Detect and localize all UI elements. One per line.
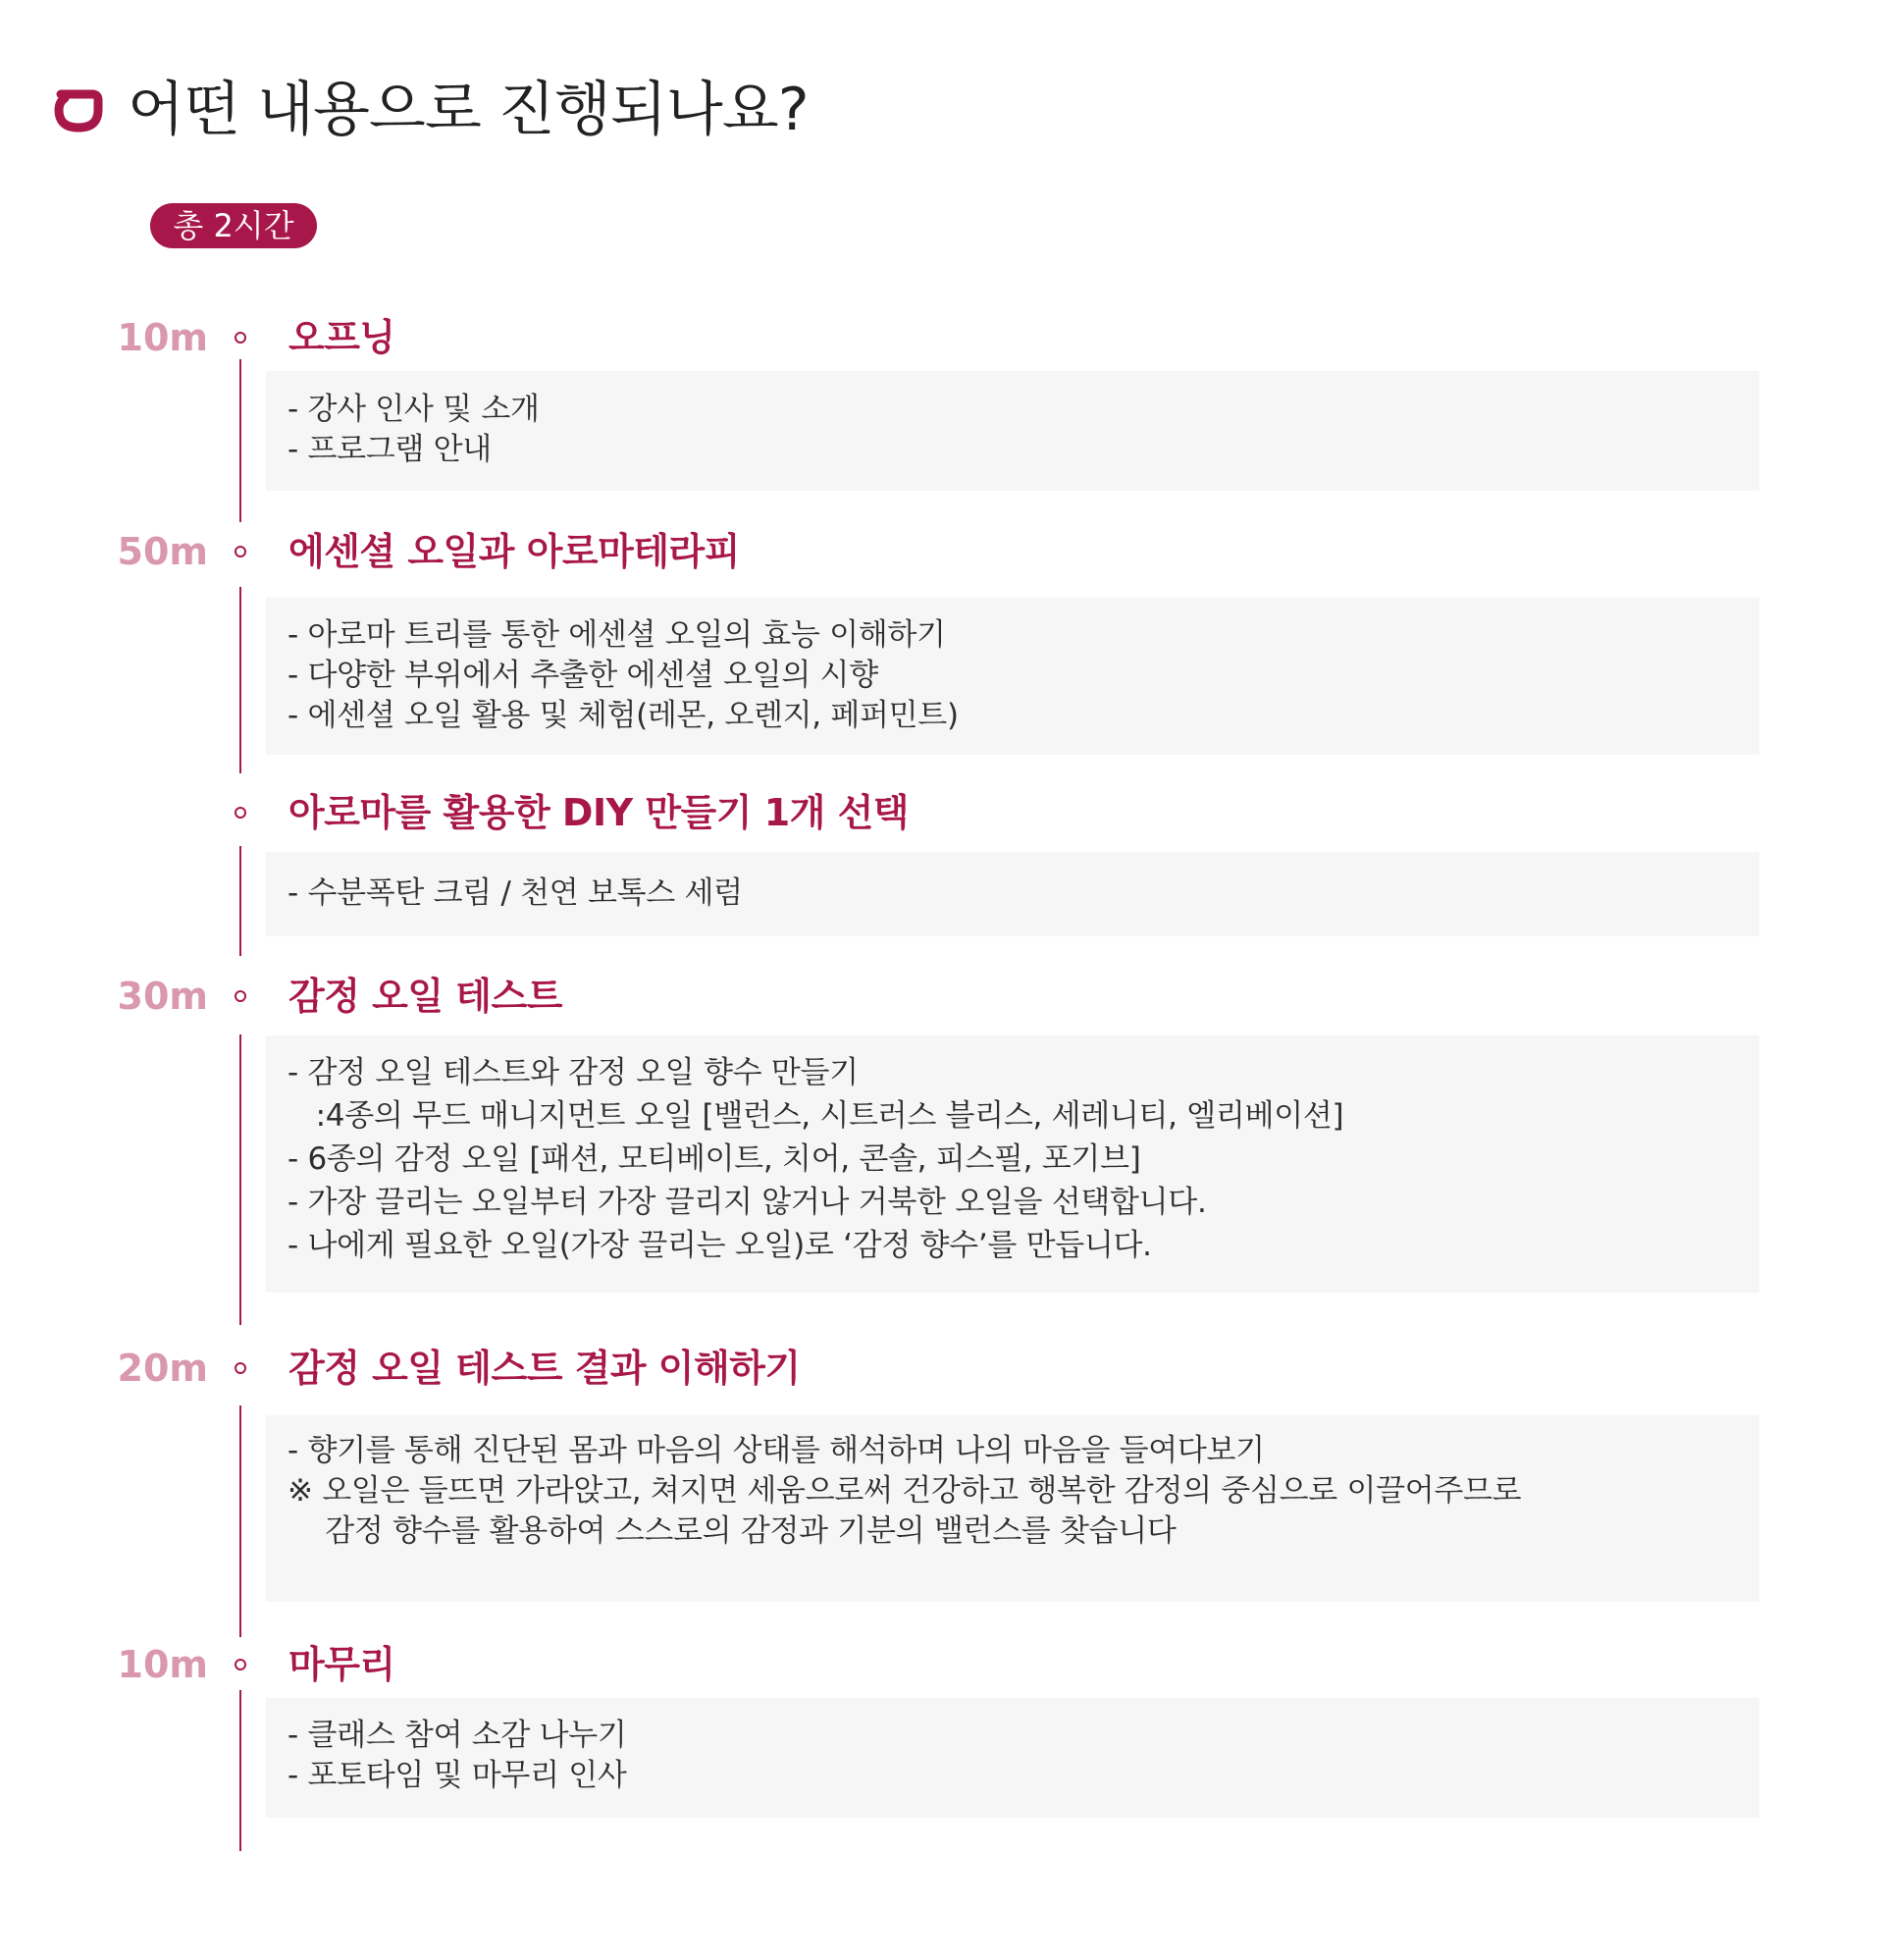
section-box xyxy=(266,852,1759,936)
section-line: - 아로마 트리를 통한 에센셜 오일의 효능 이해하기 xyxy=(288,617,946,653)
section-box xyxy=(266,1698,1759,1818)
timeline-dot xyxy=(235,990,246,1002)
section-box xyxy=(266,1035,1759,1293)
section-line: - 다양한 부위에서 추출한 에센셜 오일의 시향 xyxy=(288,658,878,693)
section-box xyxy=(266,371,1759,491)
timeline-dot xyxy=(235,546,246,557)
section-time: 20m xyxy=(117,1347,208,1390)
timeline-dot xyxy=(235,1362,246,1374)
section-line: - 가장 끌리는 오일부터 가장 끌리지 않거나 거북한 오일을 선택합니다. xyxy=(288,1185,1207,1220)
duration-badge: 총 2시간 xyxy=(150,203,317,248)
section-time: 30m xyxy=(117,975,208,1018)
section-line: - 6종의 감정 오일 [패션, 모티베이트, 치어, 콘솔, 피스필, 포기브] xyxy=(288,1141,1141,1177)
timeline-line xyxy=(239,846,241,956)
section-line: - 강사 인사 및 소개 xyxy=(288,392,540,427)
timeline-line xyxy=(239,1405,241,1637)
section-title: 오프닝 xyxy=(288,316,395,359)
section-title: 감정 오일 테스트 xyxy=(288,975,562,1018)
section-line: - 에센셜 오일 활용 및 체험(레몬, 오렌지, 페퍼민트) xyxy=(288,698,959,733)
timeline-line xyxy=(239,1690,241,1851)
section-line: 감정 향수를 활용하여 스스로의 감정과 기분의 밸런스를 찾습니다 xyxy=(288,1513,1177,1549)
section-line: - 클래스 참여 소감 나누기 xyxy=(288,1718,627,1753)
section-box xyxy=(266,1415,1759,1602)
section-line: - 나에게 필요한 오일(가장 끌리는 오일)로 ‘감정 향수’를 만듭니다. xyxy=(288,1228,1152,1263)
timeline-dot xyxy=(235,1659,246,1670)
timeline-line xyxy=(239,1034,241,1325)
section-title: 마무리 xyxy=(288,1643,395,1686)
section-line: - 포토타임 및 마무리 인사 xyxy=(288,1758,627,1793)
section-line: - 프로그램 안내 xyxy=(288,432,492,467)
page-header xyxy=(53,76,809,144)
rounded-logo-icon xyxy=(53,84,104,135)
timeline-line xyxy=(239,587,241,773)
section-time: 50m xyxy=(117,530,208,573)
section-title: 에센셜 오일과 아로마테라피 xyxy=(288,530,740,573)
section-line: :4종의 무드 매니지먼트 오일 [밸런스, 시트러스 블리스, 세레니티, 엘리베이션] xyxy=(288,1098,1344,1134)
section-line: - 수분폭탄 크림 / 천연 보톡스 세럼 xyxy=(288,875,743,911)
timeline-dot xyxy=(235,807,246,819)
section-line: ※ 오일은 들뜨면 가라앉고, 쳐지면 세움으로써 건강하고 행복한 감정의 중심으로 이끌어주므로 xyxy=(288,1473,1522,1509)
section-line: - 향기를 통해 진단된 몸과 마음의 상태를 해석하며 나의 마음을 들여다보기 xyxy=(288,1433,1265,1468)
timeline-line xyxy=(239,359,241,522)
section-title: 감정 오일 테스트 결과 이해하기 xyxy=(288,1347,801,1390)
section-time: 10m xyxy=(117,1643,208,1686)
section-box xyxy=(266,598,1759,755)
timeline-dot xyxy=(235,332,246,344)
page-title: 어떤 내용으로 진행되나요? xyxy=(128,76,809,144)
section-title: 아로마를 활용한 DIY 만들기 1개 선택 xyxy=(288,791,909,834)
section-time: 10m xyxy=(117,316,208,359)
section-line: - 감정 오일 테스트와 감정 오일 향수 만들기 xyxy=(288,1055,859,1090)
